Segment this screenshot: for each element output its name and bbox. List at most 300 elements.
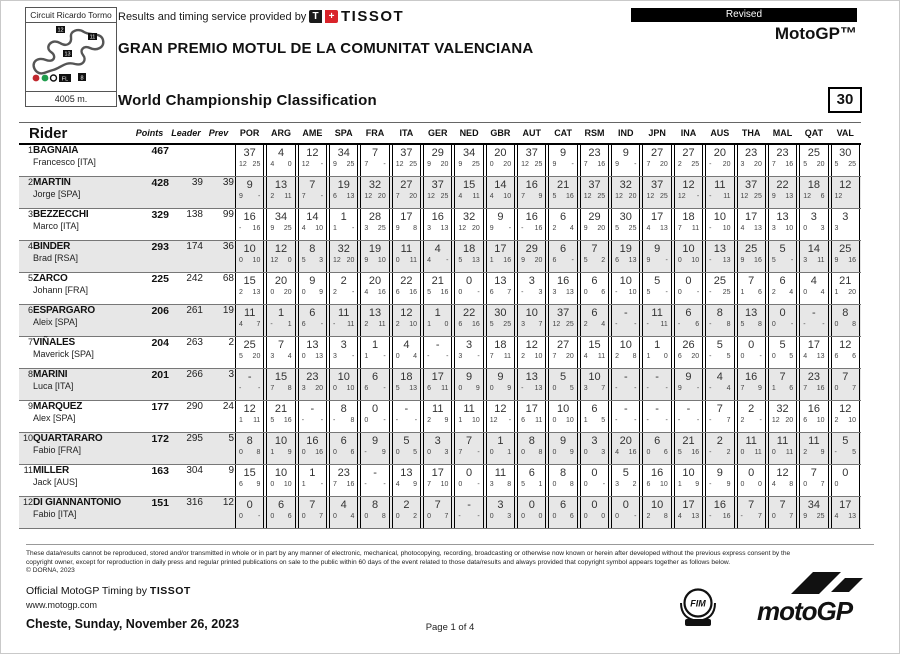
gp-sprint-points: 7 xyxy=(364,160,369,168)
gp-sprint-points: 0 xyxy=(458,480,463,488)
gp-cell xyxy=(798,497,829,529)
gp-cell-box xyxy=(799,497,828,528)
gp-race-points: 16 xyxy=(597,160,606,168)
gp-split-points xyxy=(267,481,294,488)
gp-race-points: 20 xyxy=(534,256,543,264)
gp-cell xyxy=(234,305,265,337)
gp-split-points xyxy=(361,449,388,456)
gp-total-points: 19 xyxy=(337,178,350,191)
gp-column-header: AUT xyxy=(516,123,547,145)
gp-total-points: 5 xyxy=(779,242,786,255)
gp-sprint-points: 3 xyxy=(583,384,588,392)
gp-total-points: 12 xyxy=(839,178,852,191)
rider-row xyxy=(19,241,861,273)
prev-gap: 68 xyxy=(222,273,234,284)
rider-row xyxy=(19,465,861,497)
gp-race-points: 6 xyxy=(350,448,355,456)
gp-sprint-points: 12 xyxy=(834,192,843,200)
gp-total-points: 37 xyxy=(243,146,256,159)
gp-split-points xyxy=(706,385,733,392)
gp-split-points xyxy=(800,385,827,392)
gp-split-points xyxy=(455,161,482,168)
gp-race-points: 10 xyxy=(722,224,731,232)
gp-split-points xyxy=(675,481,702,488)
gp-cell-box xyxy=(768,465,797,496)
leader-gap: 295 xyxy=(169,433,203,465)
gp-race-points: 6 xyxy=(820,192,825,200)
gp-race-points: 25 xyxy=(565,320,574,328)
gp-cell-box xyxy=(235,305,264,336)
gp-total-points: 23 xyxy=(337,466,350,479)
gp-split-points xyxy=(236,417,263,424)
gp-split-points xyxy=(330,193,357,200)
gp-race-points: 10 xyxy=(283,480,292,488)
gp-race-points: 16 xyxy=(377,288,386,296)
gp-sprint-points: 0 xyxy=(521,448,525,456)
gp-sprint-points: - xyxy=(834,448,837,456)
gp-race-points: 4 xyxy=(726,384,731,392)
gp-cell-box xyxy=(517,497,546,528)
leader-gap: 304 xyxy=(186,465,203,476)
gp-cell-box xyxy=(799,465,828,496)
gp-cell xyxy=(391,209,422,241)
gp-cell-box xyxy=(454,401,483,432)
gp-split-points xyxy=(706,257,733,264)
gp-race-points: 13 xyxy=(754,224,762,232)
gp-total-points: 13 xyxy=(494,274,507,287)
gp-race-points: 20 xyxy=(848,288,856,296)
gp-total-points: 16 xyxy=(651,466,664,479)
gp-sprint-points: 2 xyxy=(615,352,620,360)
gp-cell xyxy=(391,465,422,497)
gp-cell-box xyxy=(517,177,546,208)
gp-race-points: 11 xyxy=(785,448,794,456)
gp-race-points: 8 xyxy=(381,512,386,520)
gp-race-points: - xyxy=(634,160,637,168)
gp-sprint-points: 9 xyxy=(521,256,525,264)
gp-cell-box xyxy=(705,209,734,240)
gp-race-points: 16 xyxy=(409,288,418,296)
gp-split-points xyxy=(738,289,765,296)
gp-split-points xyxy=(706,161,733,168)
gp-split-points xyxy=(769,193,796,200)
gp-sprint-points: 4 xyxy=(646,224,651,232)
gp-total-points: 4 xyxy=(434,242,441,255)
gp-total-points: 26 xyxy=(682,338,695,351)
gp-total-points: 0 xyxy=(748,338,755,351)
gp-cell-box xyxy=(360,145,389,176)
gp-cell xyxy=(359,465,390,497)
gp-sprint-points: 5 xyxy=(427,288,431,296)
gp-race-points: 6 xyxy=(695,320,700,328)
gp-cell-box xyxy=(360,241,389,272)
gp-total-points: 6 xyxy=(591,306,598,319)
leader-gap: 39 xyxy=(169,177,203,209)
gp-cell xyxy=(265,433,296,465)
gp-cell-box xyxy=(705,337,734,368)
gp-cell-box xyxy=(674,305,703,336)
gp-total-points: 20 xyxy=(368,274,382,287)
gp-race-points: 11 xyxy=(472,192,480,200)
gp-split-points xyxy=(769,257,796,264)
gp-split-points xyxy=(612,161,639,168)
gp-cell-box xyxy=(737,369,766,400)
points-value: 428 xyxy=(130,177,169,209)
gp-total-points: 32 xyxy=(337,242,350,255)
gp-cell xyxy=(359,305,390,337)
gp-cell xyxy=(579,177,610,209)
gp-total-points: - xyxy=(310,402,315,415)
gp-split-points xyxy=(643,385,670,392)
gp-race-points: - xyxy=(320,320,324,328)
gp-cell xyxy=(485,144,516,177)
gp-total-points: 3 xyxy=(810,210,817,223)
gp-race-points: - xyxy=(258,384,261,392)
leader-gap: 316 xyxy=(169,497,203,529)
gp-sprint-points: 2 xyxy=(646,512,651,520)
gp-total-points: 12 xyxy=(839,402,852,415)
gp-cell xyxy=(234,209,265,241)
gp-sprint-points: 7 xyxy=(427,480,431,488)
tissot-logo xyxy=(309,8,404,25)
gp-column-header: AUS xyxy=(704,123,735,145)
gp-split-points xyxy=(832,513,859,520)
gp-race-points: 4 xyxy=(601,320,606,328)
gp-split-points xyxy=(487,449,514,456)
gp-race-points: 8 xyxy=(663,512,668,520)
gp-race-points: 6 xyxy=(663,448,668,456)
gp-cell-box xyxy=(642,209,671,240)
gp-column-header: GBR xyxy=(485,123,516,145)
gp-split-points xyxy=(800,321,827,328)
position-cell: 8 xyxy=(19,369,33,401)
gp-cell-box xyxy=(705,401,734,432)
gp-cell-box xyxy=(454,337,483,368)
gp-race-points: 20 xyxy=(660,160,668,168)
gp-split-points xyxy=(361,321,388,328)
gp-cell-box xyxy=(768,497,797,528)
gp-split-points xyxy=(330,449,357,456)
gp-cell-box xyxy=(235,497,264,528)
gp-race-points: - xyxy=(446,256,449,264)
gp-total-points: 5 xyxy=(842,434,849,447)
gp-split-points xyxy=(236,481,263,488)
gp-column-header: VAL xyxy=(830,123,861,145)
gp-cell xyxy=(516,497,547,529)
rider-row xyxy=(19,337,861,369)
gp-cell-box xyxy=(831,401,860,432)
gp-cell xyxy=(767,209,798,241)
gp-sprint-points: 0 xyxy=(395,448,400,456)
gp-cell xyxy=(673,305,704,337)
gp-sprint-points: 7 xyxy=(489,352,494,360)
gp-cell xyxy=(767,144,798,177)
gp-race-points: 11 xyxy=(284,192,292,200)
gp-split-points xyxy=(236,321,263,328)
gp-cell xyxy=(359,273,390,305)
gp-cell-box xyxy=(266,145,295,176)
gp-race-points: - xyxy=(571,256,574,264)
gp-sprint-points: 9 xyxy=(427,160,431,168)
gp-sprint-points: 12 xyxy=(333,256,341,264)
gp-total-points: 34 xyxy=(807,498,820,511)
gp-split-points xyxy=(330,161,357,168)
gp-total-points: 0 xyxy=(371,402,379,415)
position-cell: 11 xyxy=(23,465,33,475)
table-header-row xyxy=(19,123,861,145)
gp-total-points: 6 xyxy=(560,210,567,223)
gp-split-points xyxy=(738,417,765,424)
gp-cell-box xyxy=(486,401,515,432)
gp-split-points xyxy=(236,289,263,296)
gp-split-points xyxy=(675,385,702,392)
gp-sprint-points: - xyxy=(709,224,712,232)
gp-sprint-points: 0 xyxy=(395,512,400,520)
gp-total-points: 17 xyxy=(651,210,664,223)
gp-total-points: 9 xyxy=(309,274,316,287)
gp-race-points: - xyxy=(383,480,386,488)
gp-cell-box xyxy=(235,241,264,272)
gp-cell-box xyxy=(548,177,577,208)
gp-split-points xyxy=(267,193,294,200)
gp-race-points: 11 xyxy=(723,192,731,200)
gp-race-points: 2 xyxy=(413,512,418,520)
gp-race-points: 5 xyxy=(789,352,794,360)
gp-total-points: 1 xyxy=(371,338,379,351)
gp-race-points: 16 xyxy=(691,448,700,456)
gp-cell xyxy=(516,241,547,273)
gp-sprint-points: - xyxy=(364,480,367,488)
gp-total-points: 37 xyxy=(745,178,758,191)
gp-cell-box xyxy=(580,209,609,240)
gp-cell xyxy=(234,465,265,497)
gp-cell-box xyxy=(642,497,671,528)
gp-split-points xyxy=(330,321,357,328)
gp-cell xyxy=(297,337,328,369)
gp-split-points xyxy=(424,385,451,392)
gp-race-points: 11 xyxy=(660,320,668,328)
gp-sprint-points: 4 xyxy=(239,320,243,328)
gp-sprint-points: 9 xyxy=(677,384,682,392)
gp-sprint-points: 3 xyxy=(771,224,776,232)
gp-split-points xyxy=(769,353,796,360)
gp-sprint-points: 4 xyxy=(771,480,776,488)
gp-split-points xyxy=(455,417,482,424)
gp-total-points: 25 xyxy=(713,274,726,287)
gp-cell xyxy=(328,401,359,433)
gp-total-points: 10 xyxy=(274,466,288,479)
gp-total-points: 17 xyxy=(400,210,413,223)
gp-cell-box xyxy=(548,337,577,368)
gp-race-points: 20 xyxy=(440,160,449,168)
gp-split-points xyxy=(393,481,420,488)
gp-cell xyxy=(453,209,484,241)
gp-split-points xyxy=(299,513,326,520)
gp-cell-box xyxy=(486,465,515,496)
gp-cell xyxy=(830,497,861,529)
gp-race-points: 9 xyxy=(381,448,386,456)
tissot-wordmark: TISSOT xyxy=(341,8,405,25)
gp-split-points xyxy=(706,353,733,360)
gp-total-points: 8 xyxy=(371,498,379,511)
rider-cell xyxy=(33,273,130,305)
gp-cell xyxy=(391,401,422,433)
gp-cell-box xyxy=(737,209,766,240)
gp-cell-box xyxy=(737,177,766,208)
gp-cell xyxy=(798,369,829,401)
gp-cell xyxy=(453,305,484,337)
gp-total-points: - xyxy=(373,466,377,479)
gp-total-points: 22 xyxy=(776,178,789,191)
gp-total-points: 7 xyxy=(309,178,316,191)
gp-split-points xyxy=(769,513,796,520)
gp-race-points: 9 xyxy=(444,416,449,424)
gp-cell-box xyxy=(611,401,640,432)
gp-cell xyxy=(736,241,767,273)
gp-cell xyxy=(704,177,735,209)
gp-cell xyxy=(453,433,484,465)
gp-cell-box xyxy=(642,337,671,368)
gp-total-points: 4 xyxy=(277,146,285,159)
gp-split-points xyxy=(424,321,451,328)
gp-sprint-points: 4 xyxy=(583,352,588,360)
gp-sprint-points: 7 xyxy=(646,160,651,168)
gp-sprint-points: 0 xyxy=(395,256,400,264)
gp-cell-box xyxy=(329,433,358,464)
gp-cell-box xyxy=(642,465,671,496)
gp-cell-box xyxy=(298,401,327,432)
gp-split-points xyxy=(549,481,576,488)
gp-cell-box xyxy=(705,177,734,208)
gp-race-points: 3 xyxy=(601,448,606,456)
gp-sprint-points: 5 xyxy=(489,320,494,328)
gp-sprint-points: 0 xyxy=(771,448,776,456)
gp-cell-box xyxy=(423,209,452,240)
gp-total-points: 6 xyxy=(277,498,285,511)
gp-race-points: 4 xyxy=(820,288,825,296)
gp-split-points xyxy=(800,513,827,520)
gp-total-points: 10 xyxy=(556,402,570,415)
gp-cell xyxy=(297,305,328,337)
gp-cell xyxy=(579,497,610,529)
gp-race-points: 20 xyxy=(315,384,324,392)
gp-cell xyxy=(547,177,578,209)
gp-race-points: 6 xyxy=(757,288,762,296)
gp-cell xyxy=(485,209,516,241)
gp-sprint-points: 9 xyxy=(740,256,745,264)
gp-split-points xyxy=(236,385,263,392)
gp-sprint-points: 3 xyxy=(458,352,463,360)
gp-race-points: 10 xyxy=(628,288,637,296)
gp-race-points: 8 xyxy=(789,480,794,488)
gp-cell xyxy=(328,144,359,177)
gp-split-points xyxy=(581,385,608,392)
gp-cell-box xyxy=(298,241,327,272)
gp-cell xyxy=(485,465,516,497)
gp-total-points: 30 xyxy=(839,146,852,159)
leader-gap: 263 xyxy=(186,337,203,348)
gp-sprint-points: 0 xyxy=(677,256,682,264)
gp-cell-box xyxy=(548,305,577,336)
gp-split-points xyxy=(393,417,420,424)
gp-split-points xyxy=(643,193,670,200)
gp-sprint-points: 0 xyxy=(552,384,557,392)
gp-split-points xyxy=(361,289,388,296)
gp-split-points xyxy=(299,481,326,488)
gp-cell-box xyxy=(768,177,797,208)
gp-split-points xyxy=(361,257,388,264)
gp-cell xyxy=(516,177,547,209)
gp-sprint-points: 12 xyxy=(583,192,592,200)
gp-total-points: 3 xyxy=(497,498,504,511)
gp-total-points: 17 xyxy=(682,498,695,511)
gp-cell xyxy=(736,465,767,497)
gp-race-points: 4 xyxy=(413,352,418,360)
gp-cell-box xyxy=(329,273,358,304)
gp-split-points xyxy=(487,481,514,488)
official-timing-text xyxy=(26,585,191,597)
gp-total-points: 8 xyxy=(842,306,849,319)
rider-firstname: Fabio [ITA] xyxy=(33,508,77,519)
gp-race-points: 2 xyxy=(601,256,606,264)
gp-race-points: - xyxy=(446,352,449,360)
prev-gap: 19 xyxy=(203,305,234,337)
gp-cell-box xyxy=(548,401,577,432)
gp-sprint-points: 0 xyxy=(771,512,776,520)
rider-row xyxy=(19,433,861,465)
gp-cell-box xyxy=(831,241,860,272)
gp-split-points xyxy=(612,481,639,488)
rider-column-header: Rider xyxy=(19,123,130,145)
gp-race-points: 4 xyxy=(789,288,794,296)
gp-cell-box xyxy=(831,369,860,400)
gp-sprint-points: 9 xyxy=(489,224,494,232)
gp-sprint-points: 0 xyxy=(270,512,275,520)
gp-sprint-points: 3 xyxy=(521,320,525,328)
gp-total-points: 7 xyxy=(842,370,849,383)
swiss-cross-icon: + xyxy=(325,10,338,23)
gp-sprint-points: 1 xyxy=(333,224,337,232)
gp-total-points: 2 xyxy=(340,274,347,287)
gp-race-points: 16 xyxy=(816,384,825,392)
gp-cell xyxy=(767,401,798,433)
rider-row xyxy=(19,273,861,305)
gp-total-points: 0 xyxy=(528,498,535,511)
gp-split-points xyxy=(487,353,514,360)
gp-cell-box xyxy=(360,273,389,304)
timing-brand: TISSOT xyxy=(149,585,191,597)
gp-sprint-points: 2 xyxy=(364,320,369,328)
gp-sprint-points: - xyxy=(615,384,618,392)
gp-cell-box xyxy=(799,145,828,176)
gp-sprint-points: - xyxy=(458,512,461,520)
gp-split-points xyxy=(236,449,263,456)
gp-cell-box xyxy=(737,337,766,368)
gp-cell xyxy=(579,273,610,305)
gp-column-header: ARG xyxy=(265,123,296,145)
gp-split-points xyxy=(518,481,545,488)
gp-cell-box xyxy=(329,305,358,336)
gp-cell-box xyxy=(548,145,577,176)
gp-total-points: 12 xyxy=(400,306,413,319)
gp-race-points: 25 xyxy=(471,160,480,168)
gp-total-points: 7 xyxy=(810,466,817,479)
gp-race-points: 13 xyxy=(346,192,355,200)
gp-cell-box xyxy=(611,177,640,208)
gp-cell-box xyxy=(266,241,295,272)
gp-cell xyxy=(641,305,672,337)
gp-sprint-points: 6 xyxy=(521,416,525,424)
